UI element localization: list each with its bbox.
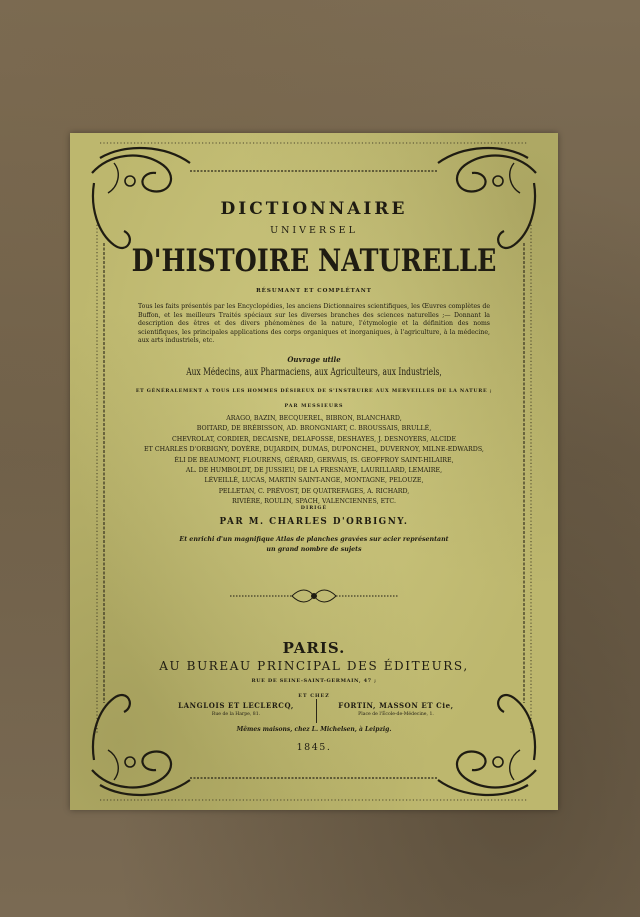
directed-label: DIRIGÉ	[300, 505, 328, 511]
same-houses-line: Mêmes maisons, chez L. Michelsen, à Leipzig.	[236, 726, 392, 733]
title-line-1: DICTIONNAIRE	[220, 199, 408, 219]
description-paragraph: Tous les faits présentés par les Encyclopédies, les anciens Dictionnaires scientifiques, les Œuvres complètes de Buffon, et les meilleurs Traités spéciaux sur les diverses branches des sciences naturelles ;— Donnant la description des êtres et des divers phénomènes de la nature, l'étymologie et la définition des noms scientifiques, les principales applications des corps organiques et inorganiques, à l'agriculture, à la médecine, aux arts industriels, etc.	[138, 303, 490, 345]
and-at-label: ET CHEZ	[298, 693, 330, 699]
contributors-list	[92, 414, 536, 508]
year: 1845.	[296, 742, 332, 753]
contributor-line: ET CHARLES D'ORBIGNY, DOYÈRE, DUJARDIN, DUMAS, DUPONCHEL, DUVERNOY, MILNE-EDWARDS,	[144, 446, 484, 454]
publisher-left-name: LANGLOIS ET LECLERCQ,	[178, 701, 294, 710]
contributor-line: RIVIÈRE, ROULIN, SPACH, VALENCIENNES, ETC.	[232, 498, 396, 506]
contributor-line: BOITARD, DE BRÉBISSON, AD. BRONGNIART, C. BROUSSAIS, BRULLÉ,	[196, 425, 432, 433]
street-line: RUE DE SEINE-SAINT-GERMAIN, 47 ;	[251, 678, 377, 684]
publisher-right-name: FORTIN, MASSON ET Cie,	[338, 701, 454, 710]
audience-line: Aux Médecins, aux Pharmaciens, aux Agriculteurs, aux Industriels,	[186, 367, 442, 378]
contributor-line: LÉVEILLÉ, LUCAS, MARTIN SAINT-ANGE, MONTAGNE, PELOUZE,	[204, 477, 424, 485]
bureau-line: AU BUREAU PRINCIPAL DES ÉDITEURS,	[159, 659, 469, 673]
ornamental-divider	[230, 588, 398, 604]
by-gentlemen-label: PAR MESSIEURS	[284, 403, 344, 409]
publisher-right-address: Place de l'École-de-Médecine, 1.	[358, 712, 434, 717]
contributor-line: AL. DE HUMBOLDT, DE JUSSIEU, DE LA FRESNAYE, LAURILLARD, LEMAIRE,	[185, 467, 443, 475]
subtitle: RÉSUMANT ET COMPLÉTANT	[256, 288, 372, 294]
title-line-2: UNIVERSEL	[270, 225, 358, 236]
atlas-description	[70, 535, 558, 555]
main-title: D'HISTOIRE NATURELLE	[131, 243, 497, 279]
atlas-line-1: Et enrichi d'un magnifique Atlas de planches gravées sur acier représentant	[179, 536, 449, 543]
publisher-separator	[316, 699, 317, 723]
atlas-line-2: un grand nombre de sujets	[266, 546, 362, 553]
title-page	[70, 133, 558, 810]
audience-general-line: ET GÉNÉRALEMENT A TOUS LES HOMMES DÉSIREUX DE S'INSTRUIRE AUX MERVEILLES DE LA NATURE ;	[135, 388, 493, 394]
city: PARIS.	[282, 639, 346, 657]
contributor-line: CHEVROLAT, CORDIER, DECAISNE, DELAFOSSE, DESHAYES, J. DESNOYERS, ALCIDE	[171, 435, 457, 443]
contributor-line: PELLETAN, C. PRÉVOST, DE QUATREFAGES, A. RICHARD,	[218, 487, 410, 495]
contributor-line: ÉLI DE BEAUMONT, FLOURENS, GÉRARD, GERVAIS, IS. GEOFFROY SAINT-HILAIRE,	[174, 456, 454, 464]
director-line: PAR M. CHARLES D'ORBIGNY.	[219, 517, 409, 527]
publisher-left-address: Rue de la Harpe, 81.	[211, 712, 261, 717]
contributor-line: ARAGO, BAZIN, BECQUEREL, BIBRON, BLANCHARD,	[226, 415, 402, 422]
useful-work-label: Ouvrage utile	[287, 355, 341, 364]
